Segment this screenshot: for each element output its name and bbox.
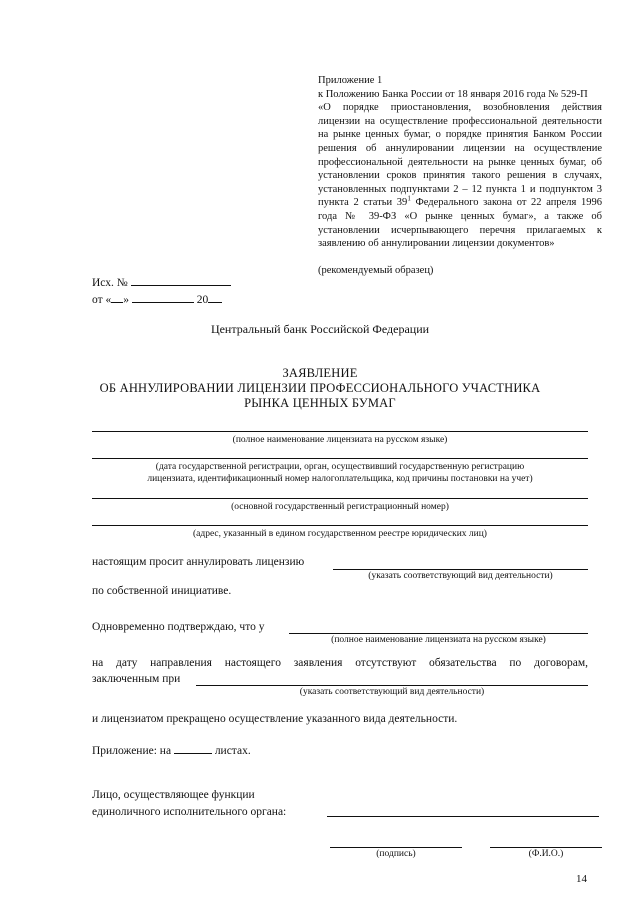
signature-caption: (подпись) — [376, 849, 416, 859]
outgoing-number-row: Исх. № — [92, 274, 231, 291]
annex-title: Приложение 1 — [318, 75, 383, 86]
page-number: 14 — [576, 873, 587, 885]
outgoing-date-row: от « » 20 — [92, 291, 231, 308]
address-caption: (адрес, указанный в едином государственном реестре юридических лиц) — [193, 529, 487, 539]
activity-2-field[interactable] — [196, 685, 588, 686]
appendix-row: Приложение: на листах. — [92, 742, 251, 757]
own-initiative-text: по собственной инициативе. — [92, 585, 232, 597]
full-name-2-caption: (полное наименование лицензиата на русском языке) — [331, 635, 546, 645]
document-title: ЗАЯВЛЕНИЕ ОБ АННУЛИРОВАНИИ ЛИЦЕНЗИИ ПРОФЕССИОНАЛЬНОГО УЧАСТНИКА РЫНКА ЦЕННЫХ БУМАГ — [99, 366, 541, 410]
terminated-text: и лицензиатом прекращено осуществление указанного вида деятельности. — [92, 713, 458, 725]
appendix-pages-field[interactable] — [174, 742, 212, 754]
registration-caption: (дата государственной регистрации, орган, осуществивший государственную регистрацию лицензиата, идентификационный номер налогоплательщика, код причины постановки на учет) — [147, 462, 533, 484]
registration-field[interactable] — [92, 458, 588, 459]
ogrn-field[interactable] — [92, 498, 588, 499]
concluded-text: заключенным при — [92, 673, 181, 685]
full-name-field[interactable] — [92, 431, 588, 432]
date-month-field[interactable] — [132, 291, 194, 303]
outgoing-reference — [92, 274, 231, 308]
fio-caption: (Ф.И.О.) — [528, 849, 564, 859]
activity-2-caption: (указать соответствующий вид деятельности) — [299, 687, 485, 697]
executive-label: Лицо, осуществляющее функции единоличного исполнительного органа: — [92, 789, 287, 818]
superscript: 1 — [407, 194, 411, 203]
request-text: настоящим просит аннулировать лицензию — [92, 556, 305, 568]
address-field[interactable] — [92, 525, 588, 526]
confirm-text: Одновременно подтверждаю, что у — [92, 621, 265, 633]
annex-reference: к Положению Банка России от 18 января 2016 года № 529-П — [318, 88, 588, 100]
date-year-field[interactable] — [208, 291, 222, 303]
full-name-2-field[interactable] — [289, 633, 588, 634]
sample-note: (рекомендуемый образец) — [318, 264, 434, 276]
date-day-field[interactable] — [111, 291, 123, 303]
addressee: Центральный банк Российской Федерации — [210, 322, 430, 336]
annex-description: «О порядке приостановления, возобновления действия лицензии на осуществление профессиональной деятельности на рынке ценных бумаг, о порядке принятия Банком России решения об аннулировании лицензии на осуществление профессиональной деятельности на рынке ценных бумаг, об установлении сроков принятия такого решения в случаях, установленных подпунктами 2 – 12 пункта 1 и подпунктом 3 пункта 2 статьи $39^1$ Федерального закона от 22 апреля 1996 года № 39-ФЗ «О рынке ценных бумаг», а также об установлении исчерпывающего перечня прилагаемых к заявлению об аннулировании лицензии документов» — [318, 102, 602, 250]
activity-field[interactable] — [333, 569, 588, 570]
outgoing-number-field[interactable] — [131, 274, 231, 286]
signature-field[interactable] — [330, 847, 462, 848]
activity-caption: (указать соответствующий вид деятельности) — [368, 571, 553, 581]
fio-field[interactable] — [490, 847, 602, 848]
annex-header — [318, 74, 602, 277]
no-obligations-text: на дату направления настоящего заявления отсутствуют обязательства по договорам, — [92, 657, 588, 669]
full-name-caption: (полное наименование лицензиата на русском языке) — [232, 435, 448, 445]
executive-field[interactable] — [327, 816, 599, 817]
ogrn-caption: (основной государственный регистрационный номер) — [231, 502, 449, 512]
